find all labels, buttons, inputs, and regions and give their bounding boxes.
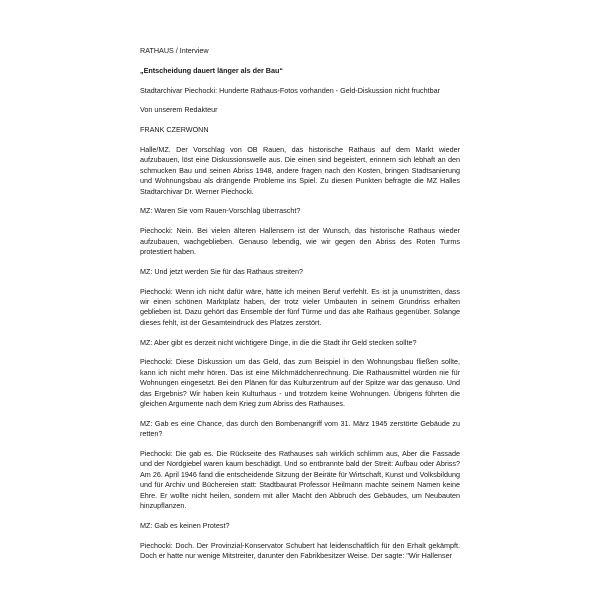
article-kicker: RATHAUS / Interview <box>140 46 209 55</box>
byline-name: FRANK CZERWONN <box>140 125 209 135</box>
article-headline: „Entscheidung dauert länger als der Bau“ <box>140 65 283 75</box>
interview-question-3: MZ: Aber gibt es derzeit nicht wichtigere Dinge, in die die Stadt ihr Geld stecken sollte? <box>140 337 417 347</box>
byline-intro: Von unserem Redakteur <box>140 105 218 115</box>
interview-answer-1: Piechocki: Nein. Bei vielen älteren Hallensern ist der Wunsch, das historische Rathaus wieder aufzubauen, wachgeblieben. Genauso lebendig, wie wir gegen den Abriss des Roten Turms protestiert haben. <box>140 226 460 257</box>
article-page <box>140 46 460 571</box>
article-subhead: Stadtarchivar Piechocki: Hunderte Rathaus-Fotos vorhanden - Geld-Diskussion nicht fruchtbar <box>140 85 441 95</box>
interview-question-5: MZ: Gab es keinen Protest? <box>140 520 230 530</box>
article-lead: Halle/MZ. Der Vorschlag von OB Rauen, das historische Rathaus auf dem Markt wieder aufzubauen, löst eine Diskussionswelle aus. Die einen sind begeistert, erinnern sich lebhaft an den schmucken Bau und seinen Abriss 1948, andere fragen nach den Kosten, bringen Stadtsanierung und Wohnungsbau als drängende Probleme ins Spiel. Zu diesen Punkten befragte die MZ Halles Stadtarchivar Dr. Werner Piechocki. <box>140 144 460 196</box>
interview-question-2: MZ: Und jetzt werden Sie für das Rathaus streiten? <box>140 266 303 276</box>
interview-answer-4: Piechocki: Die gab es. Die Rückseite des Rathauses sah wirklich schlimm aus, Aber die Fassade und der Nordgiebel waren kaum beschädigt. Und so entbrannte bald der Streit: Aufbau oder Abriss? Am 26. April 1946 fand die entscheidende Sitzung der Beiräte für Wirtschaft, Kunst und Volksbildung und für Archiv und Büchereien statt: Stadtbaurat Professor Heilmann machte seinem Namen keine Ehre. Er wollte nicht heilen, sondern mit aller Macht den Abbruch des Gebäudes, um Neubauten hinzupflanzen. <box>140 449 460 511</box>
interview-question-1: MZ: Waren Sie vom Rauen-Vorschlag überrascht? <box>140 206 301 216</box>
interview-answer-5: Piechocki: Doch. Der Provinzial-Konservator Schubert hat leidenschaftlich für den Erhalt gekämpft. Doch er hatte nur wenige Mitstreiter, darunter den Fabrikbesitzer Weise. Der sagte: "Wir Hallenser <box>140 540 460 561</box>
interview-answer-2: Piechocki: Wenn ich nicht dafür wäre, hätte ich meinen Beruf verfehlt. Es ist ja unumstritten, dass wir einen schönen Marktplatz haben, der trotz vieler Umbauten in seinem Grundriss erhalten geblieben ist. Dazu gehört das Ensemble der fünf Türme und das alte Rathaus gegenüber. Solange dieses fehlt, ist der Gesamteindruck des Platzes zerstört. <box>140 286 460 327</box>
interview-answer-3: Piechocki: Diese Diskussion um das Geld, das zum Beispiel in den Wohnungsbau fließen sollte, kann ich nicht mehr hören. Das ist eine Milchmädchenrechnung. Die Rathausmittel würden nie für Wohnungen eingesetzt. Bei den Plänen für das Kulturzentrum auf der Spitze war das genauso. Und das Ergebnis? Wir haben kein Kulturhaus - und trotzdem keine Wohnungen. Übrigens führten die gleichen Argumente nach dem Krieg zum Abriss des Rathauses. <box>140 357 460 409</box>
interview-question-4: MZ: Gab es eine Chance, das durch den Bombenangriff vom 31. März 1945 zerstörte Gebäude zu retten? <box>140 418 460 439</box>
